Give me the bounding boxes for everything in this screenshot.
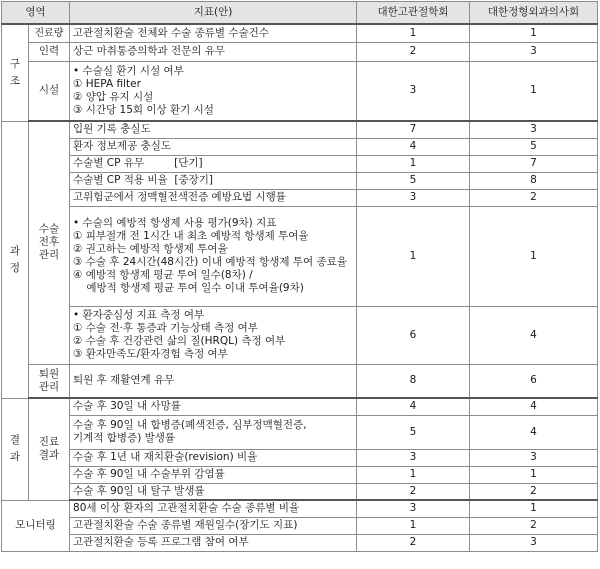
table-row [2,121,598,138]
area-label-char: 과 [9,451,21,463]
indicator-cell [70,206,357,306]
value-a: 5 [357,415,470,449]
indicator-line: • 수술의 예방적 항생제 사용 평가(9차) 지표 [73,217,277,229]
indicator-cell: 퇴원 후 재활연계 유무 [70,364,357,398]
subarea-staff: 인력 [29,42,70,61]
table-row [2,206,598,306]
indicator-line: ② 수술 후 건강관련 삶의 질(HRQL) 측정 여부 [73,335,286,347]
value-b: 5 [470,138,598,155]
table-row [2,398,598,415]
indicator-line: ② 권고하는 예방적 항생제 투여율 [73,243,228,255]
table-row [2,24,598,42]
indicator-cell: 수술 후 90일 내 수술부위 감염률 [70,466,357,483]
indicator-cell: 수술 후 30일 내 사망률 [70,398,357,415]
indicator-line: 예방적 항생제 평균 투여 일수 이내 투여율(9차) [73,282,304,294]
area-label-char: 조 [9,74,21,87]
value-b: 3 [470,449,598,466]
value-a: 8 [357,364,470,398]
area-label [5,432,25,466]
indicator-line: 기계적 합병증) 발생률 [73,432,176,444]
indicator-cell: 고관절치환술 수술 종류별 재원일수(장기도 지표) [70,517,357,534]
area-label-char: 과 [9,244,21,257]
area-process [2,121,29,398]
indicator-cell: 수술 후 1년 내 재치환술(revision) 비율 [70,449,357,466]
value-a: 4 [357,398,470,415]
value-b: 2 [470,189,598,206]
indicator-cell: 수술 후 90일 내 탈구 발생률 [70,483,357,500]
subarea-label: 퇴원 [38,367,60,380]
area-monitoring: 모니터링 [2,500,70,551]
area-structure [2,24,29,121]
area-label-char: 구 [9,57,21,70]
indicator-table [1,1,598,552]
value-b: 1 [470,206,598,306]
table-row [2,466,598,483]
value-a: 1 [357,24,470,42]
value-b: 4 [470,306,598,364]
indicator-line: 수술 후 90일 내 합병증(폐색전증, 심부정맥혈전증, [73,419,307,431]
indicator-cell [70,415,357,449]
subarea-label: 결과 [38,449,60,462]
indicator-cell: 수술별 CP 유무 [단기] [70,155,357,172]
indicator-cell: 고관절치환술 전체와 수술 종류별 수술건수 [70,24,357,42]
table-row [2,364,598,398]
value-b: 1 [470,24,598,42]
subarea-label: 수술 [38,223,60,236]
value-b: 7 [470,155,598,172]
indicator-cell: 환자 정보제공 충실도 [70,138,357,155]
value-a: 3 [357,61,470,121]
indicator-cell: 상근 마취통증의학과 전문의 유무 [70,42,357,61]
table-row [2,500,598,517]
table-row [2,61,598,121]
table-row [2,483,598,500]
value-b: 2 [470,517,598,534]
value-b: 3 [470,534,598,551]
subarea-care [29,398,70,500]
subarea-label: 관리 [38,380,60,393]
table-row [2,42,598,61]
indicator-line: ① 수술 전·후 통증과 기능상태 측정 여부 [73,322,258,334]
value-a: 2 [357,534,470,551]
value-b: 2 [470,483,598,500]
value-b: 8 [470,172,598,189]
value-a: 7 [357,121,470,138]
table-row [2,449,598,466]
value-a: 2 [357,483,470,500]
value-a: 3 [357,500,470,517]
table-row [2,534,598,551]
area-outcome [2,398,29,500]
area-label [5,243,25,277]
table-row [2,189,598,206]
indicator-line: ③ 시간당 15회 이상 환기 시설 [73,103,214,116]
area-label-char: 결 [9,434,21,446]
subarea-discharge [29,364,70,398]
value-a: 1 [357,517,470,534]
indicator-cell: 고관절치환술 등록 프로그램 참여 여부 [70,534,357,551]
indicator-line: ③ 환자만족도/환자경험 측정 여부 [73,348,228,360]
area-label [5,56,25,90]
header-row [2,2,598,25]
subarea-periop [29,121,70,364]
value-a: 6 [357,306,470,364]
value-b: 4 [470,398,598,415]
indicator-line: • 수술실 환기 시설 여부 [73,64,184,77]
value-a: 1 [357,206,470,306]
subarea-volume: 진료량 [29,24,70,42]
value-b: 6 [470,364,598,398]
indicator-line: ③ 수술 후 24시간(48시간) 이내 예방적 항생제 투여 종료율 [73,256,347,268]
value-b: 1 [470,61,598,121]
value-b: 1 [470,500,598,517]
header-society-b: 대한정형외과의사회 [470,2,598,25]
value-b: 4 [470,415,598,449]
indicator-cell: 고위험군에서 정맥혈전색전증 예방요법 시행률 [70,189,357,206]
indicator-line: • 환자중심성 지표 측정 여부 [73,309,205,321]
value-a: 1 [357,466,470,483]
table-row [2,138,598,155]
table-row [2,172,598,189]
value-a: 2 [357,42,470,61]
table-row [2,155,598,172]
table-row [2,517,598,534]
area-label-char: 정 [9,261,21,274]
subarea-facility: 시설 [29,61,70,121]
header-society-a: 대한고관절학회 [357,2,470,25]
indicator-cell [70,306,357,364]
value-b: 3 [470,42,598,61]
indicator-line: ① HEPA filter [73,77,141,90]
value-a: 1 [357,155,470,172]
value-b: 3 [470,121,598,138]
header-indicator: 지표(안) [70,2,357,25]
indicator-cell: 입원 기록 충실도 [70,121,357,138]
indicator-line: ② 양압 유지 시설 [73,90,154,103]
table-row [2,415,598,449]
indicator-line: ① 피부절개 전 1시간 내 최초 예방적 항생제 투여율 [73,230,309,242]
table-row [2,306,598,364]
indicator-cell: 80세 이상 환자의 고관절치환술 수술 종류별 비율 [70,500,357,517]
header-area: 영역 [2,2,70,25]
value-a: 5 [357,172,470,189]
indicator-cell [70,61,357,121]
subarea-label: 관리 [38,249,60,262]
subarea-label: 진료 [38,436,60,449]
subarea-label: 전후 [38,236,60,249]
indicator-cell: 수술별 CP 적용 비율 [중장기] [70,172,357,189]
value-b: 1 [470,466,598,483]
value-a: 4 [357,138,470,155]
indicator-line: ④ 예방적 항생제 평균 투여 일수(8차) / [73,269,253,281]
value-a: 3 [357,449,470,466]
value-a: 3 [357,189,470,206]
